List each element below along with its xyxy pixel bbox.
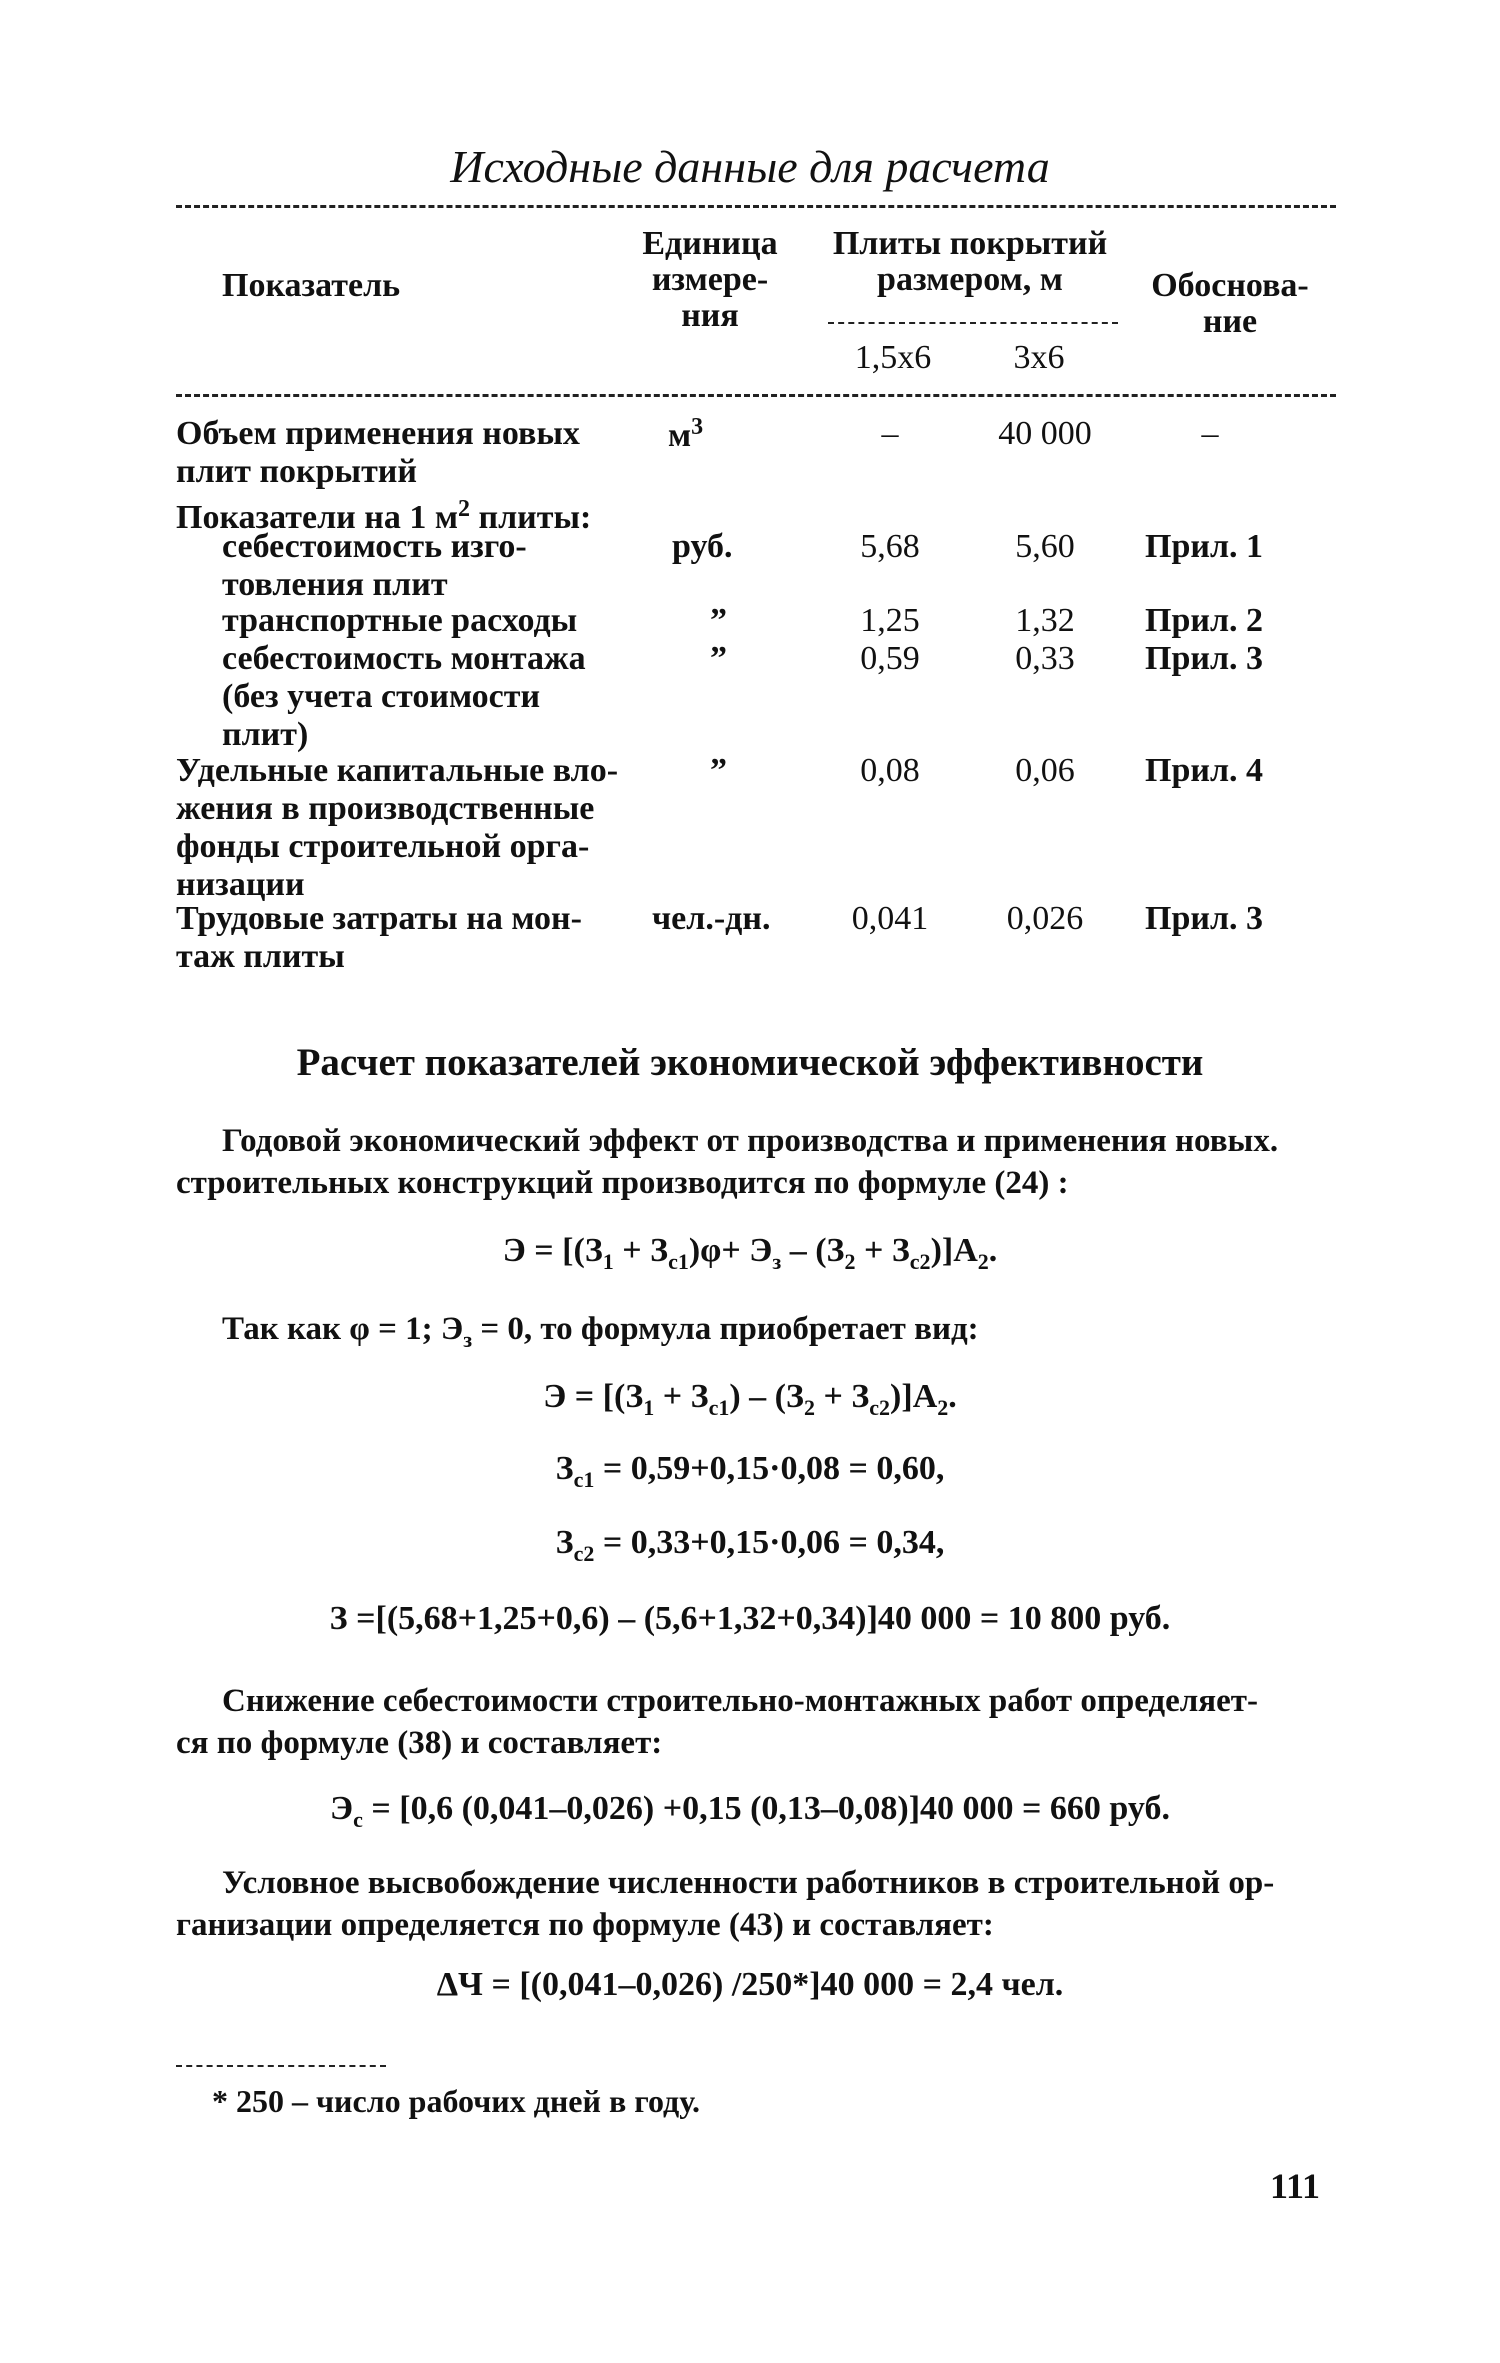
row-label-line: плит) bbox=[222, 716, 309, 753]
paragraph-cost-reduction bbox=[176, 1680, 1258, 1764]
row-label-line: Удельные капитальные вло- bbox=[176, 752, 619, 789]
table-top-rule bbox=[176, 205, 1336, 208]
header-plates bbox=[820, 226, 1120, 298]
header-plates-rule bbox=[828, 322, 1118, 324]
footnote-rule bbox=[176, 2065, 386, 2067]
row-label-line: Трудовые затраты на мон- bbox=[176, 900, 582, 937]
formula-zc1: $З_{с1} = 0,59+0,15\cdot 0,08 = 0,60$, bbox=[555, 1450, 945, 1492]
row-value-1: 0,041 bbox=[851, 900, 929, 937]
row-label-line: (без учета стоимости bbox=[222, 678, 541, 715]
formula-simplified: $Э = [(З_1 + З_{с1}) - (З_2 + З_{с2})]А_2$. bbox=[543, 1378, 957, 1420]
paragraph-line: ся по формуле (38) и составляет: bbox=[176, 1725, 663, 1761]
row-label-line: плит покрытий bbox=[176, 453, 417, 490]
formula-annual-effect: З =[(5,68+1,25+0,6) – (5,6+1,32+0,34)]40 000 = 10 800 руб. bbox=[329, 1600, 1171, 1637]
row-unit: ” bbox=[710, 602, 727, 639]
paragraph-condition: Так как φ = 1; $Э_з = 0$, то формула приобретает вид: bbox=[222, 1311, 979, 1352]
table-row-label bbox=[176, 415, 580, 491]
row-label-line: себестоимость монтажа bbox=[222, 640, 586, 677]
row-label-line: фонды строительной орга- bbox=[176, 828, 590, 865]
table-row-label: транспортные расходы bbox=[222, 602, 578, 639]
row-value-1: 0,08 bbox=[860, 752, 920, 789]
row-unit: чел.-дн. bbox=[652, 900, 771, 937]
unit-cubic-meter: $м^3$ bbox=[668, 414, 704, 454]
row-value-1: 5,68 bbox=[860, 528, 920, 565]
table-row-label bbox=[176, 752, 618, 904]
row-label-line: Объем применения новых bbox=[176, 415, 580, 452]
row-basis: Прил. 3 bbox=[1145, 640, 1264, 677]
paragraph-line: строительных конструкций производится по формуле (24) : bbox=[176, 1165, 1069, 1201]
table-row-label bbox=[222, 528, 527, 604]
row-basis: – bbox=[1201, 415, 1219, 452]
paragraph-line: ганизации определяется по формуле (43) и составляет: bbox=[176, 1907, 994, 1943]
row-label-line: низации bbox=[176, 866, 305, 903]
header-unit-line: Единица bbox=[642, 225, 778, 262]
page-number: 111 bbox=[1270, 2166, 1321, 2206]
paragraph-intro bbox=[176, 1120, 1278, 1204]
header-basis-line: Обоснова- bbox=[1151, 267, 1309, 304]
row-label-line: жения в производственные bbox=[176, 790, 595, 827]
row-unit: руб. bbox=[672, 528, 733, 565]
table-caption: Исходные данные для расчета bbox=[450, 141, 1050, 192]
formula-43: ΔЧ = [(0,041–0,026) /250*]40 000 = 2,4 чел. bbox=[436, 1966, 1064, 2003]
row-label-line: таж плиты bbox=[176, 938, 345, 975]
header-basis bbox=[1140, 268, 1320, 340]
footnote: * 250 – число рабочих дней в году. bbox=[212, 2083, 701, 2119]
row-unit: ” bbox=[710, 640, 727, 677]
row-value-2: 40 000 bbox=[998, 415, 1092, 452]
table-row-label bbox=[176, 900, 582, 976]
row-value-2: 5,60 bbox=[1015, 528, 1075, 565]
row-value-1: – bbox=[881, 415, 899, 452]
section-title: Расчет показателей экономической эффективности bbox=[296, 1041, 1204, 1084]
row-label-line: себестоимость изго- bbox=[222, 528, 527, 565]
row-label-line: товления плит bbox=[222, 566, 448, 603]
header-bottom-rule bbox=[176, 394, 1336, 397]
formula-24: $Э = [(З_1 + З_{с1})\varphi+ Э_з - (З_2 + З_{с2})]А_2$. bbox=[502, 1232, 998, 1274]
paragraph-line: Годовой экономический эффект от производства и применения новых. bbox=[222, 1123, 1279, 1159]
paragraph-workforce bbox=[176, 1862, 1274, 1946]
row-label-per-m2: Показатели на 1 $м^2$ плиты: bbox=[176, 496, 592, 536]
row-basis: Прил. 1 bbox=[1145, 528, 1264, 565]
row-value-2: 0,026 bbox=[1006, 900, 1084, 937]
header-unit-line: измере- bbox=[651, 261, 769, 298]
row-basis: Прил. 4 bbox=[1145, 752, 1264, 789]
header-basis-line: ние bbox=[1202, 303, 1258, 340]
formula-zc2: $З_{с2} = 0,33+0,15\cdot 0,06 = 0,34$, bbox=[555, 1524, 945, 1566]
row-unit: ” bbox=[710, 752, 727, 789]
header-plates-line: Плиты покрытий bbox=[832, 225, 1108, 262]
row-value-2: 0,33 bbox=[1015, 640, 1075, 677]
row-basis: Прил. 3 bbox=[1145, 900, 1264, 937]
header-size-1: 1,5х6 bbox=[854, 339, 932, 376]
header-size-2: 3х6 bbox=[1013, 339, 1065, 376]
row-basis: Прил. 2 bbox=[1145, 602, 1264, 639]
header-unit-line: ния bbox=[681, 297, 739, 334]
row-value-2: 0,06 bbox=[1015, 752, 1075, 789]
header-plates-line: размером, м bbox=[877, 261, 1063, 298]
header-unit bbox=[640, 226, 780, 334]
paragraph-line: Снижение себестоимости строительно-монтажных работ определяет- bbox=[222, 1683, 1258, 1719]
row-value-1: 0,59 bbox=[860, 640, 920, 677]
row-value-1: 1,25 bbox=[860, 602, 920, 639]
row-value-2: 1,32 bbox=[1015, 602, 1075, 639]
paragraph-line: Условное высвобождение численности работников в строительной ор- bbox=[222, 1865, 1275, 1901]
header-indicator: Показатель bbox=[222, 267, 401, 304]
formula-38: $Э_с = [0,6$ (0,041–0,026) +0,15 (0,13–0,08)]40 000 = 660 руб. bbox=[330, 1790, 1170, 1832]
table-row-label bbox=[222, 640, 586, 754]
